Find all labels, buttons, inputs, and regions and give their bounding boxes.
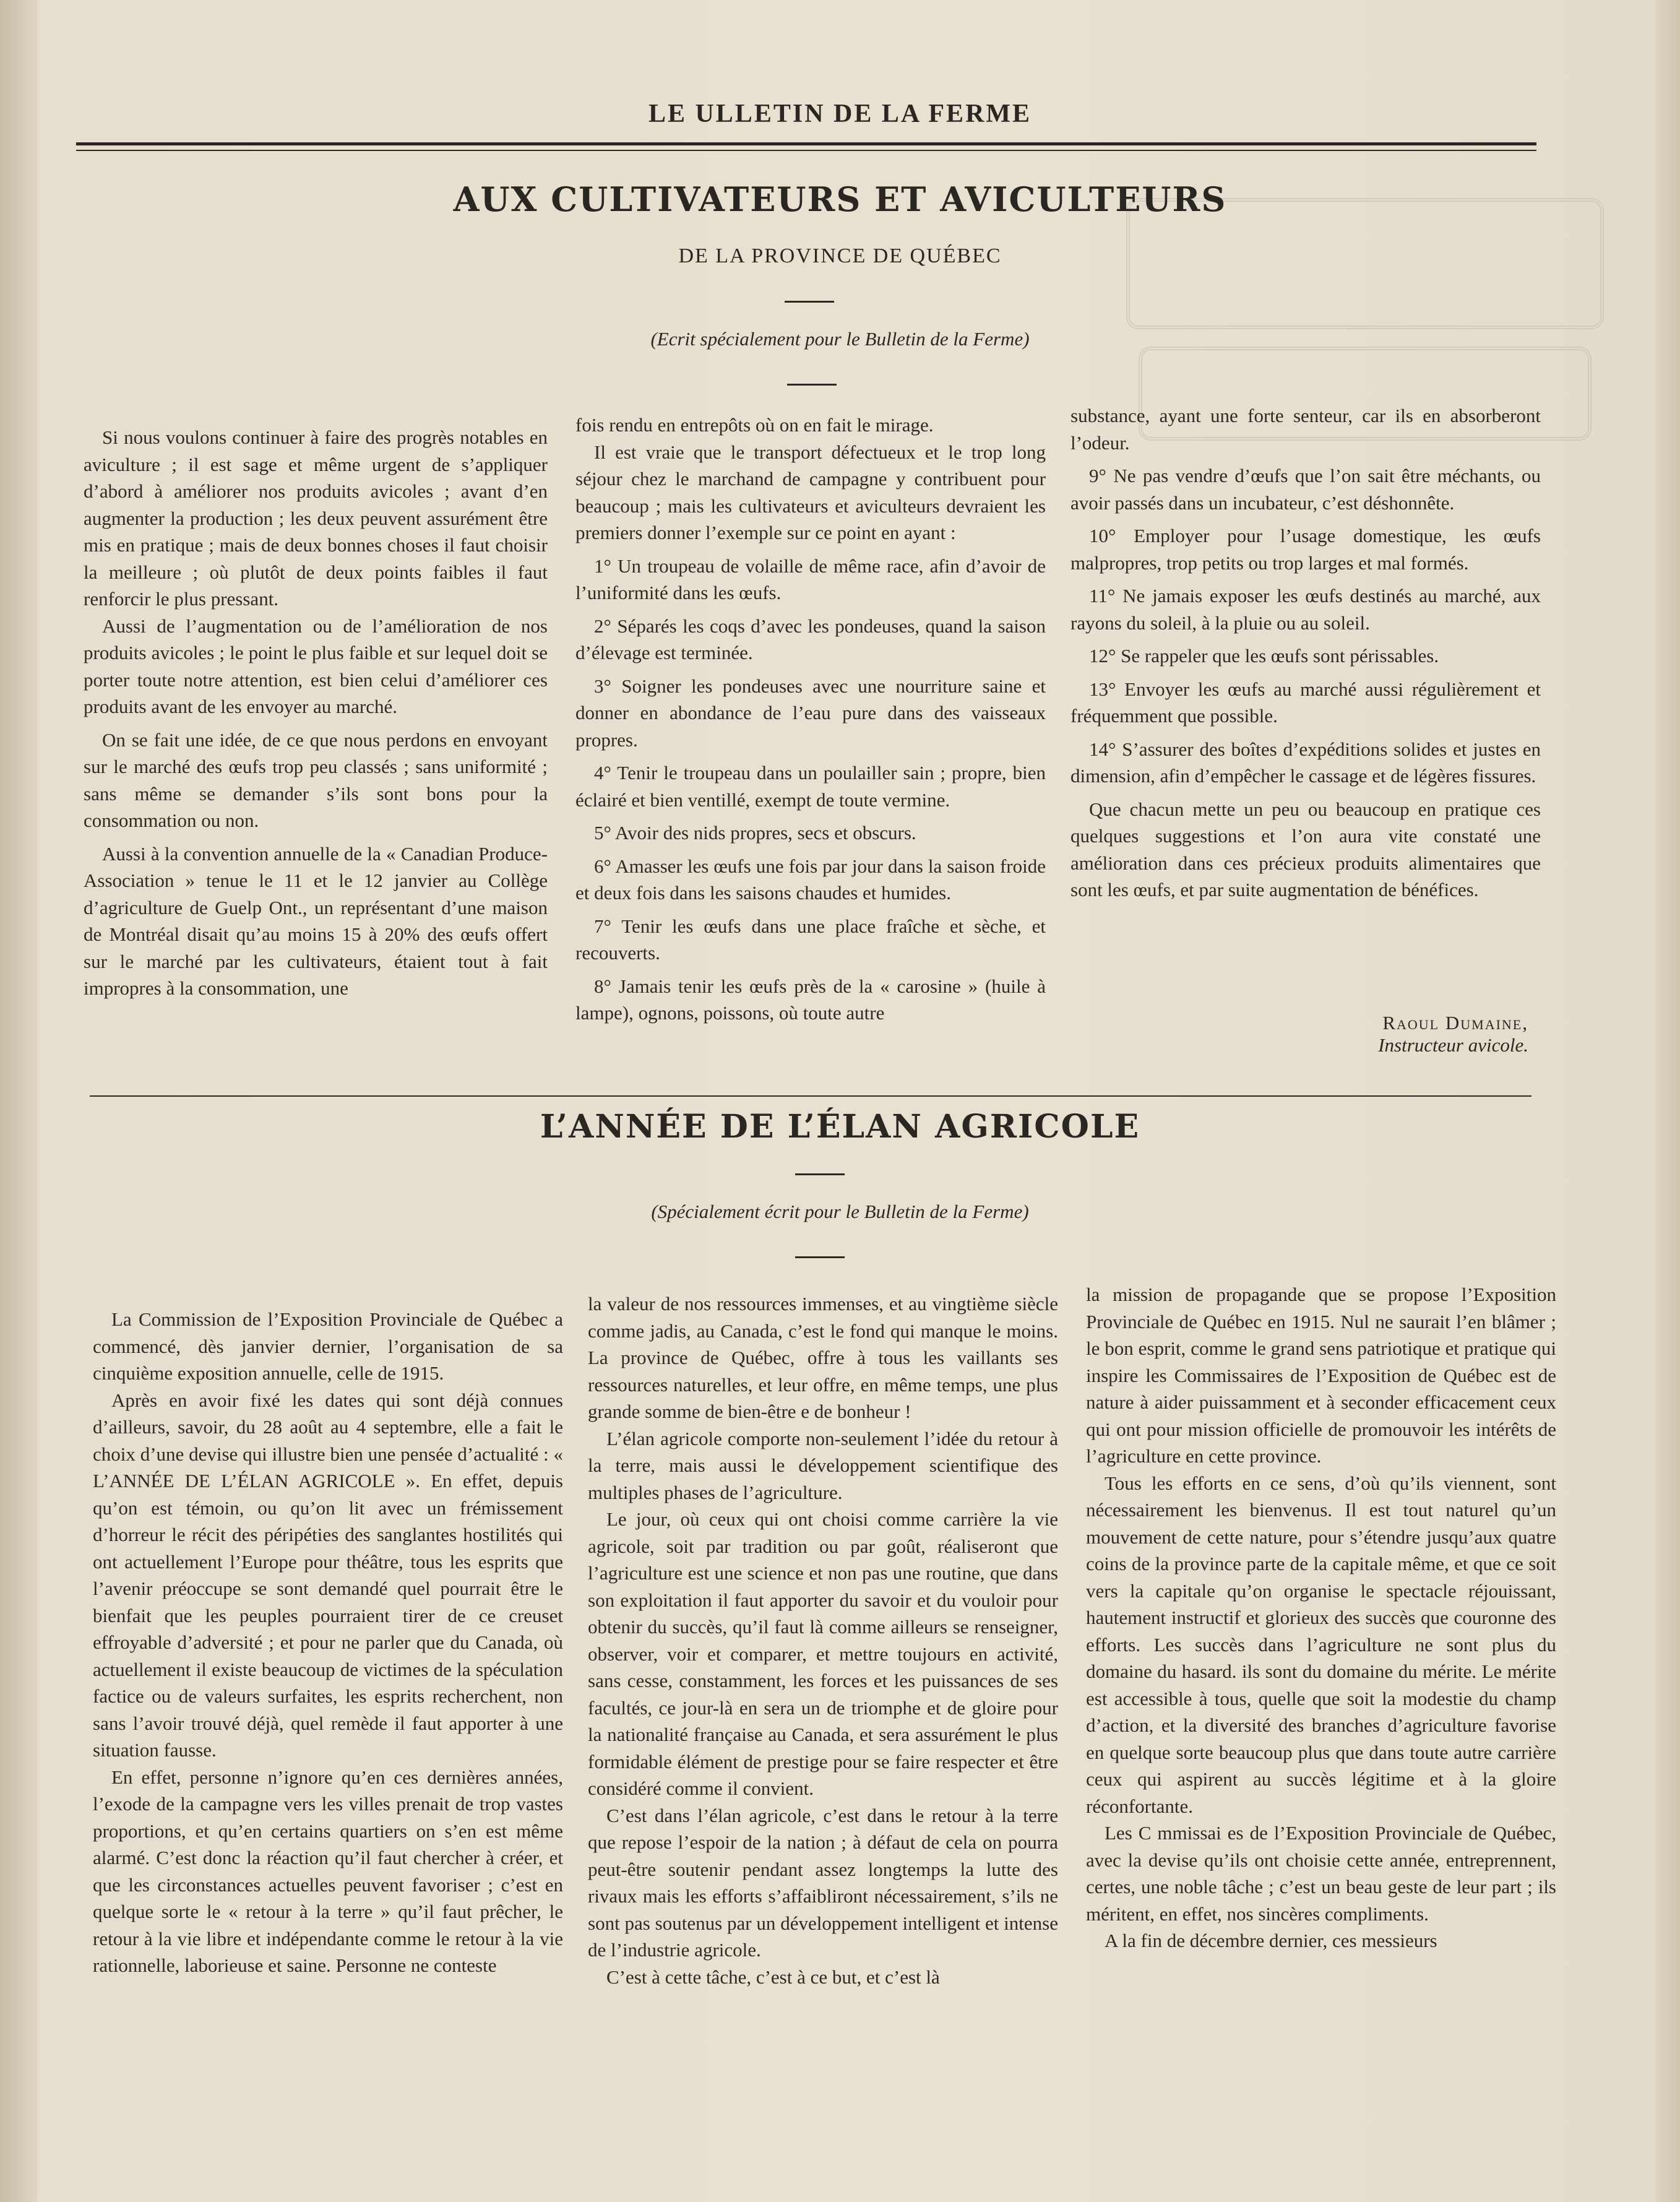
article1-title: AUX CULTIVATEURS ET AVICULTEURS [453, 179, 1227, 219]
divider-dash [795, 1173, 845, 1175]
article2-column-2 [588, 1290, 1058, 1990]
signature-name: Raoul Dumaine, [1382, 1012, 1528, 1034]
list-item: 9° Ne pas vendre d’œufs que l’on sait être méchants, ou avoir passés dans un incubateur, c’est déshonnête. [1070, 465, 1541, 514]
article1-column-3 [1070, 402, 1541, 904]
article-separator [90, 1095, 1531, 1097]
paragraph: On se fait une idée, de ce que nous perdons en envoyant sur le marché des œufs trop peu classés ; sans uniformité ; sans même se demander s’ils sont bons pour la consommation ou non. [84, 728, 548, 831]
paragraph: En effet, personne n’ignore qu’en ces dernières années, l’exode de la campagne vers les villes prenait de trop vastes proportions, et qu’en certains quartiers on s’en est même alarmé. C’est donc la réaction qu’il faut chercher à créer, et que les circonstances actuelles peuvent favoriser ; c’est en quelque sorte le « retour à la terre » qu’il faut prêcher, le retour à la vie libre et indépendante comme le retour à la vie rationnelle, laborieuse et saine. Personne ne conteste [93, 1766, 563, 1976]
list-item: 3° Soigner les pondeuses avec une nourriture saine et donner en abondance de l’eau pure dans des vaisseaux propres. [575, 675, 1046, 751]
paragraph: Après en avoir fixé les dates qui sont déjà connues d’ailleurs, savoir, du 28 août au 4 septembre, elle a fait le choix d’une devise qui illustre bien une pensée d’actualité : « L’ANNÉE DE L’ÉLAN AGRICOLE ». En effet, depuis qu’on est témoin, ou qu’on lit avec un frémissement d’horreur le récit des péripéties des sanglantes hostilités qui ont actuellement l’Europe pour théâtre, tous les esprits que l’avenir préoccupe se sont demandé quel pourrait être le bienfait que les peuples pourraient tirer de ce creuset effroyable d’adversité ; et pour ne parler que du Canada, où actuellement il existe beaucoup de victimes de la spéculation factice ou de valeurs surfaites, les esprits recherchent, non sans l’avoir trouvé déjà, quel remède il faut apporter à une situation fausse. [93, 1389, 563, 1761]
divider-dash [795, 1256, 845, 1258]
article1-column-1 [84, 424, 548, 1002]
paragraph: C’est à cette tâche, c’est à ce but, et c’est là [606, 1966, 940, 1988]
paragraph: Si nous voulons continuer à faire des progrès notables en aviculture ; il est sage et même urgent de s’appliquer d’abord à améliorer nos produits avicoles ; avant d’en augmenter la production ; les deux peuvent assurément être mis en pratique ; mais de deux bonnes choses il faut choisir la meilleure ; où plutôt de deux points faibles il faut renforcir le plus pressant. [84, 426, 548, 610]
paragraph: fois rendu en entrepôts où on en fait le mirage. [575, 414, 934, 436]
page-header: LE ULLETIN DE LA FERME [648, 100, 1032, 128]
article2-title: L’ANNÉE DE L’ÉLAN AGRICOLE [540, 1108, 1140, 1146]
paragraph: Aussi de l’augmentation ou de l’amélioration de nos produits avicoles ; le point le plus faible et sur lequel doit se porter toute notre attention, est bien celui d’améliorer ces produits avant de les envoyer au marché. [84, 615, 548, 717]
list-item: 7° Tenir les œufs dans une place fraîche et sèche, et recouverts. [575, 915, 1046, 964]
article2-column-3 [1086, 1281, 1556, 1954]
paragraph: Tous les efforts en ce sens, d’où qu’ils viennent, sont nécessairement les bienvenus. Il est tout naturel qu’un mouvement de cette nature, pour s’étendre jusqu’aux quatre coins de la province parte de la capitale même, et que ce soit vers la capitale qu’on organise le spectacle réjouissant, hautement instructif et glorieux des succès que couronne des efforts. Les succès dans l’agriculture ne sont plus du domaine du hasard. ils sont du domaine du mérite. Le mérite est accessible à tous, quelle que soit la modestie du champ d’action, et la diversité des branches d’agriculture favorise en quelque sorte beaucoup plus que dans toute autre carrière ceux qui aspirent au succès légitime et à la gloire réconfortante. [1086, 1472, 1556, 1817]
paragraph: substance, ayant une forte senteur, car ils en absorberont l’odeur. [1070, 405, 1541, 454]
list-item: 14° S’assurer des boîtes d’expéditions solides et justes en dimension, afin d’empêcher le cassage et de légères fissures. [1070, 738, 1541, 787]
list-item: 12° Se rappeler que les œufs sont périssables. [1089, 645, 1439, 667]
article1-column-2 [575, 412, 1046, 1027]
paragraph: Le jour, où ceux qui ont choisi comme carrière la vie agricole, soit par tradition ou par goût, réaliseront que l’agriculture est une science et non pas une routine, que dans son exploitation il faut apporter du savoir et du vouloir pour obtenir du succès, qu’il faut là comme ailleurs se renseigner, observer, voir et comparer, et mettre toujours en activité, sans cesse, constamment, les forces et les puissances de ses facultés, ce jour-là en sera un de triomphe et de gloire pour la nationalité française au Canada, et sera assurément le plus formidable élément de prestige pour se faire respecter et être considéré comme il convient. [588, 1508, 1058, 1799]
paragraph: Les C mmissai es de l’Exposition Provinciale de Québec, avec la devise qu’ils ont choisie cette année, entreprennent, certes, une noble tâche ; c’est un beau geste de leur part ; ils méritent, en effet, nos sincères compliments. [1086, 1822, 1556, 1925]
header-rule [76, 142, 1536, 145]
list-item: 2° Séparés les coqs d’avec les pondeuses, quand la saison d’élevage est terminée. [575, 615, 1046, 663]
paragraph: Il est vraie que le transport défectueux et le trop long séjour chez le marchand de campagne y contribuent pour beaucoup ; mais les cultivateurs et aviculteurs devraient les premiers donner l’exemple sur ce point en ayant : [575, 441, 1046, 543]
paragraph: Aussi à la convention annuelle de la « Canadian Produce-Association » tenue le 11 et le 12 janvier au Collège d’agriculture de Guelp Ont., un représentant d’une maison de Montréal disait qu’au moins 15 à 20% des œufs offert sur le marché par les cultivateurs, étaient tout à fait impropres à la consommation, une [84, 842, 548, 999]
article1-byline: (Ecrit spécialement pour le Bulletin de la Ferme) [650, 328, 1030, 350]
signature [1114, 1012, 1528, 1056]
list-item: 5° Avoir des nids propres, secs et obscurs. [594, 822, 916, 844]
paragraph: C’est dans l’élan agricole, c’est dans le retour à la terre que repose l’espoir de la nation ; à défaut de cela on pourra peut-être soutenir pendant assez longtemps la lutte des rivaux mais les efforts s’affaibliront nécessairement, s’ils ne sont pas soutenus par un développement intelligent et intense de l’industrie agricole. [588, 1804, 1058, 1961]
divider-dash [785, 301, 834, 303]
list-item: 6° Amasser les œufs une fois par jour dans la saison froide et deux fois dans les saisons chaudes et humides. [575, 855, 1046, 904]
list-item: 8° Jamais tenir les œufs près de la « carosine » (huile à lampe), ognons, poissons, où toute autre [575, 975, 1046, 1024]
article2-column-1 [93, 1306, 563, 1979]
article2-byline: (Spécialement écrit pour le Bulletin de la Ferme) [651, 1201, 1029, 1222]
article1-subtitle: DE LA PROVINCE DE QUÉBEC [678, 244, 1002, 267]
signature-role: Instructeur avicole. [1378, 1034, 1528, 1056]
header-rule-thin [76, 150, 1536, 151]
paragraph: la valeur de nos ressources immenses, et au vingtième siècle comme jadis, au Canada, c’est le fond qui manque le moins. La province de Québec, offre à tous les vaillants ses ressources naturelles, et leur offre, en même temps, une plus grande somme de bien-être e de bonheur ! [588, 1293, 1058, 1422]
list-item: 1° Un troupeau de volaille de même race, afin d’avoir de l’uniformité dans les œufs. [575, 555, 1046, 603]
paragraph: L’élan agricole comporte non-seulement l’idée du retour à la terre, mais aussi le développement scientifique des multiples phases de l’agriculture. [588, 1427, 1058, 1503]
paragraph: Que chacun mette un peu ou beaucoup en pratique ces quelques suggestions et l’on aura vite constaté une amélioration dans ces précieux produits alimentaires que sont les œufs, et par suite augmentation de bénéfices. [1070, 798, 1541, 900]
paragraph: La Commission de l’Exposition Provinciale de Québec a commencé, dès janvier dernier, l’organisation de sa cinquième exposition annuelle, celle de 1915. [93, 1308, 563, 1384]
list-item: 4° Tenir le troupeau dans un poulailler sain ; propre, bien éclairé et bien ventillé, exempt de toute vermine. [575, 762, 1046, 811]
paragraph: A la fin de décembre dernier, ces messieurs [1105, 1930, 1437, 1951]
paragraph: la mission de propagande que se propose l’Exposition Provinciale de Québec en 1915. Nul ne saurait l’en blâmer ; le bon esprit, comme le grand sens patriotique et pratique qui inspire les Commissaires de l’Exposition de Québec est de nature à aider puissamment et à seconder efficacement ceux qui ont pour mission officielle de promouvoir les intérêts de l’agriculture en cette province. [1086, 1284, 1556, 1467]
list-item: 11° Ne jamais exposer les œufs destinés au marché, aux rayons du soleil, à la pluie ou au soleil. [1070, 585, 1541, 634]
list-item: 10° Employer pour l’usage domestique, les œufs malpropres, trop petits ou trop larges et mal formés. [1070, 525, 1541, 574]
divider-dash [787, 384, 837, 386]
list-item: 13° Envoyer les œufs au marché aussi régulièrement et fréquemment que possible. [1070, 678, 1541, 727]
